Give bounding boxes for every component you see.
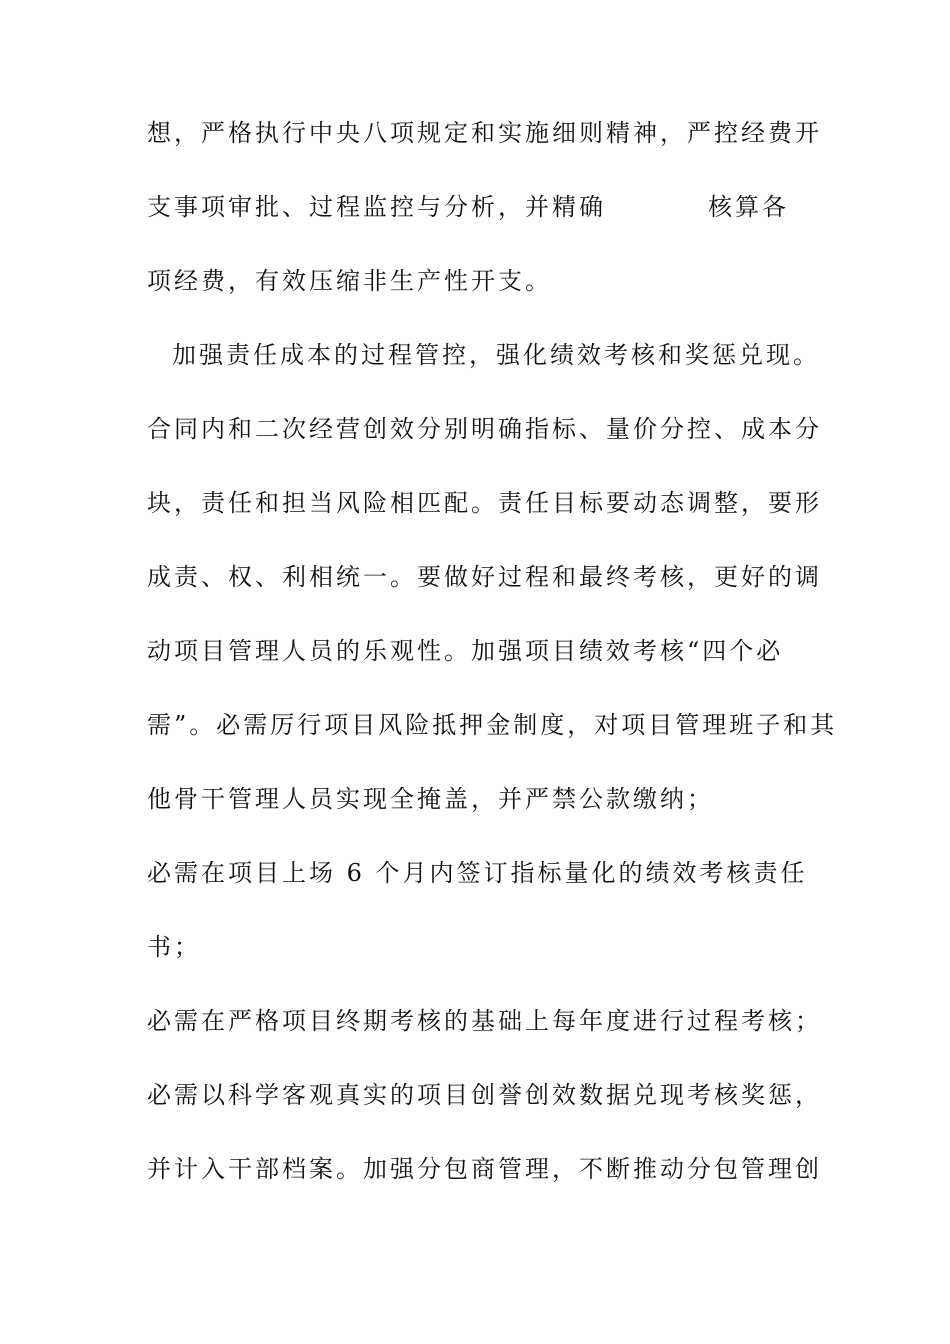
- text-line: 合同内和二次经营创效分别明确指标、量价分控、成本分: [147, 415, 822, 443]
- text-line: 成责、权、利相统一。要做好过程和最终考核，更好的调: [147, 563, 822, 591]
- text-segment: 支事项审批、过程监控与分析，并精确: [147, 193, 606, 221]
- text-line: 想，严格执行中央八项规定和实施细则精神，严控经费开: [147, 119, 822, 147]
- text-line: 并计入干部档案。加强分包商管理，不断推动分包管理创: [147, 1155, 822, 1183]
- text-line: 加强责任成本的过程管控，强化绩效考核和奖惩兑现。: [172, 341, 820, 369]
- text-line: 必需以科学客观真实的项目创誉创效数据兑现考核奖惩，: [147, 1081, 822, 1109]
- text-line: 需”。必需厉行项目风险抵押金制度，对项目管理班子和其: [147, 711, 838, 739]
- text-line: 必需在严格项目终期考核的基础上每年度进行过程考核；: [147, 1007, 822, 1035]
- text-line: 书；: [147, 933, 201, 961]
- text-line: 动项目管理人员的乐观性。加强项目绩效考核“四个必: [147, 637, 784, 665]
- text-segment: 核算各: [708, 193, 789, 221]
- text-line: 他骨干管理人员实现全掩盖，并严禁公款缴纳；: [147, 785, 714, 813]
- text-line: 必需在项目上场 6 个月内签订指标量化的绩效考核责任: [147, 859, 808, 887]
- text-line: 项经费，有效压缩非生产性开支。: [147, 267, 552, 295]
- text-line: [147, 191, 847, 223]
- text-line: 块，责任和担当风险相匹配。责任目标要动态调整，要形: [147, 489, 822, 517]
